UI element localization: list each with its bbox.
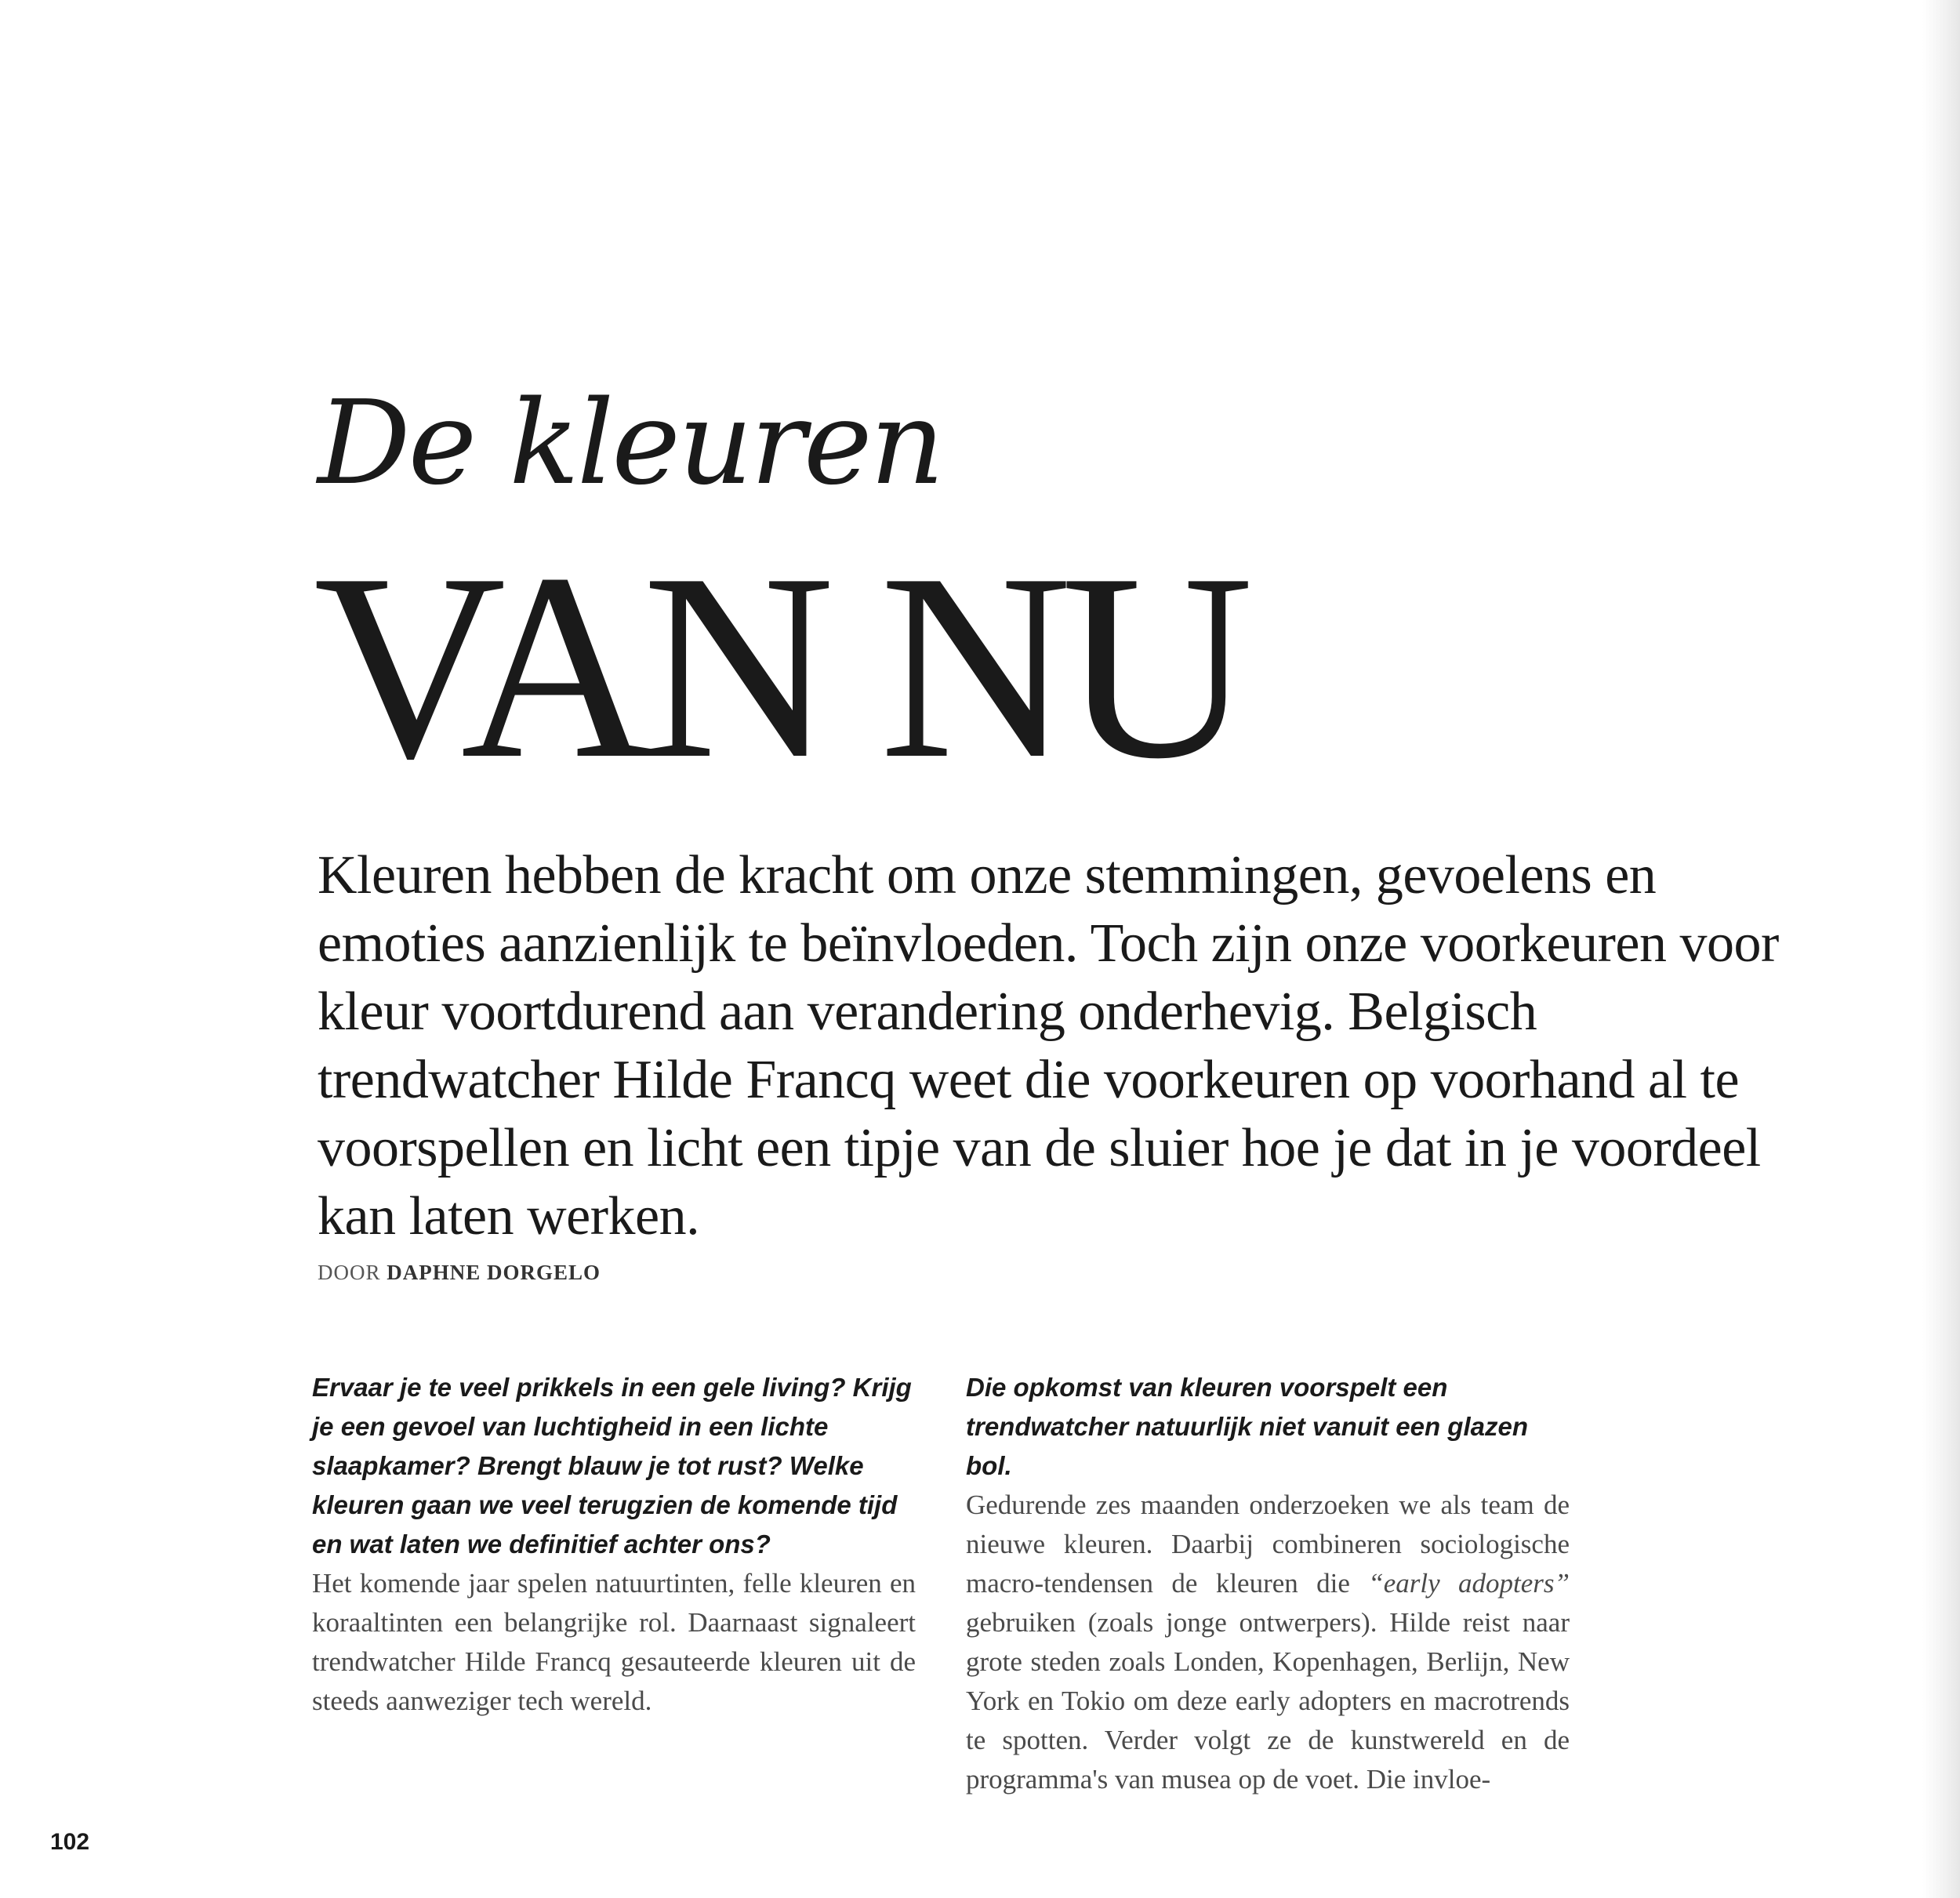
column-right-body-emphasis: “early adopters” bbox=[1368, 1568, 1570, 1599]
column-right-body-start: Gedurende zes maanden onderzoeken we als team de nieuwe kleuren. Daarbij combineren sociologische macro-tendensen de kleuren die bbox=[966, 1490, 1570, 1599]
byline bbox=[318, 1258, 601, 1287]
byline-author: DAPHNE DORGELO bbox=[387, 1261, 601, 1284]
headline-line-2: VAN NU bbox=[314, 518, 1243, 814]
column-right-body bbox=[966, 1486, 1570, 1799]
column-right-intro: Die opkomst van kleuren voorspelt een trendwatcher natuurlijk niet vanuit een glazen bol. bbox=[966, 1373, 1528, 1480]
column-right-body-end: gebruiken (zoals jonge ontwerpers). Hilde reist naar grote steden zoals Londen, Kopenhagen, Berlijn, New York en Tokio om deze early adopters en macrotrends te spotten. Verder volgt ze de kunstwereld en de programma's van musea op de voet. Die invloe- bbox=[966, 1607, 1570, 1795]
text-column-left bbox=[312, 1368, 916, 1721]
page-number: 102 bbox=[50, 1829, 90, 1855]
page-edge-shadow bbox=[1922, 0, 1960, 1898]
lead-paragraph: Kleuren hebben de kracht om onze stemmingen, gevoelens en emoties aanzienlijk te beïnvloeden. Toch zijn onze voorkeuren voor kleur voortdurend aan verandering onderhevig. Belgisch trendwatcher Hilde Francq weet die voorkeuren op voorhand al te voorspellen en licht een tipje van de sluier hoe je dat in je voordeel kan laten werken. bbox=[318, 845, 1779, 1247]
headline-line-1: De kleuren bbox=[318, 376, 942, 510]
column-left-body: Het komende jaar spelen natuurtinten, felle kleuren en koraaltinten een belangrijke rol. Daarnaast signaleert trendwatcher Hilde Francq gesauteerde kleuren uit de steeds aanweziger tech wereld. bbox=[312, 1568, 916, 1716]
byline-prefix: DOOR bbox=[318, 1261, 381, 1284]
text-column-right bbox=[966, 1368, 1570, 1799]
column-left-intro: Ervaar je te veel prikkels in een gele living? Krijg je een gevoel van luchtigheid in een lichte slaapkamer? Brengt blauw je tot rust? Welke kleuren gaan we veel terugzien de komende tijd en wat laten we definitief achter ons? bbox=[312, 1373, 912, 1559]
